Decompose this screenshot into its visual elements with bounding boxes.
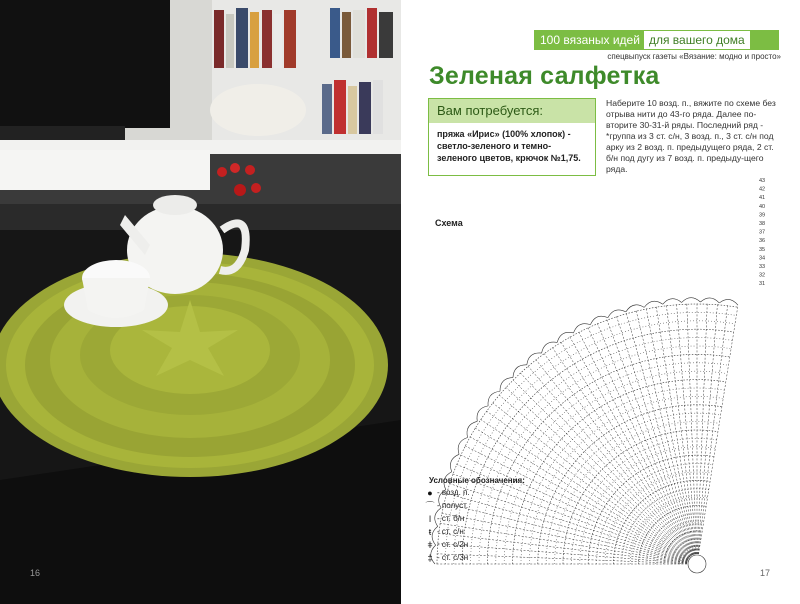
scheme-edge-scallop	[527, 353, 542, 365]
scheme-stitch-line	[698, 304, 728, 554]
scheme-edge-scallop	[644, 301, 663, 307]
scheme-row-number: 42	[759, 186, 766, 193]
legend-title: Условные обозначения:	[429, 476, 525, 485]
legend-symbol: ǀ	[428, 513, 432, 524]
scheme-edge-scallop	[590, 316, 607, 325]
scheme-row-number: 35	[759, 246, 766, 253]
scheme-row-number: 43	[759, 178, 766, 184]
scheme-edge-scallop	[500, 378, 513, 392]
scheme-stitch-line	[626, 312, 694, 555]
legend-label: - ст. с/3н	[437, 553, 469, 562]
scheme-stitch-line	[606, 318, 693, 554]
legend-item	[423, 512, 533, 525]
scheme-stitch-line	[656, 305, 695, 554]
scheme-stitch-line	[512, 379, 690, 557]
scheme-stitch-line	[687, 302, 697, 554]
legend-label: - ст. б/н	[437, 514, 465, 523]
scheme-edge-scallop	[663, 299, 682, 305]
legend-symbol: ŧ	[428, 526, 432, 537]
scheme-label: Схема	[435, 218, 463, 228]
page-title: Зеленая салфетка	[429, 62, 660, 90]
scheme-row-number: 40	[759, 203, 766, 210]
right-page	[401, 0, 800, 604]
legend-symbol: ⌒	[425, 501, 435, 511]
legend-item	[423, 538, 533, 551]
scheme-edge-scallop	[467, 421, 477, 437]
legend-label: - ст. с/2н	[437, 540, 469, 549]
legend-symbol: ǂ	[427, 539, 433, 550]
legend-label: - ст. с/н	[437, 527, 464, 536]
scheme-row-number: 39	[759, 212, 766, 219]
series-title: 100 вязаных идей	[540, 33, 640, 47]
scheme-row-number: 41	[759, 195, 766, 202]
scheme-row-number: 37	[759, 229, 766, 236]
scheme-stitch-line	[587, 326, 693, 555]
legend-symbol: ●	[427, 487, 433, 498]
scheme-row-number: 31	[759, 281, 766, 288]
instructions-text: Наберите 10 возд. п., вяжите по схеме без отрыва нити до 43-го ряда. Далее по-вторите 30-31-й ряды. Последний ряд - *группа из 3 ст. с/н, 3 возд. п., 3 ст. с/н под арку из 2 возд. п. предыдущего ряда, 2 ст. б/н под дугу из 7 возд. п. предыду-щего ряда.	[606, 98, 776, 174]
scheme-row-number: 36	[759, 238, 766, 245]
legend	[423, 476, 533, 564]
legend-item	[423, 551, 533, 564]
scheme-stitch-line	[527, 365, 691, 557]
scheme-row-number: 34	[759, 255, 766, 262]
scheme-edge-scallop	[682, 298, 701, 303]
legend-item	[423, 525, 533, 538]
scheme-stitch-line	[535, 358, 691, 556]
materials-text: пряжа «Ирис» (100% хлопок) - светло-зеленого и темно-зеленого цветов, крючок №1,75.	[437, 129, 581, 163]
legend-label: - возд. п.	[437, 488, 470, 497]
scheme-edge-scallop	[719, 299, 738, 305]
page-number-left: 16	[30, 568, 41, 578]
scheme-edge-scallop	[477, 406, 488, 421]
scheme-row-arc	[521, 388, 725, 564]
scheme-stitch-line	[636, 309, 695, 554]
legend-item	[423, 486, 533, 499]
scheme-edge-scallop	[700, 298, 719, 303]
scheme-edge-scallop	[608, 310, 626, 318]
scheme-edge-scallop	[513, 365, 527, 378]
legend-item	[423, 499, 533, 512]
scheme-edge-scallop	[458, 437, 467, 454]
page-number-right: 17	[759, 568, 770, 578]
scheme-stitch-line	[698, 303, 718, 554]
series-subtitle: для вашего дома	[644, 31, 750, 49]
scheme-row-number: 33	[759, 264, 766, 270]
scheme-stitch-line	[699, 305, 738, 554]
scheme-centre-ring	[688, 555, 706, 573]
scheme-stitch-line	[560, 341, 692, 556]
legend-symbol: ‡	[427, 552, 433, 563]
scheme-stitch-line	[697, 302, 707, 554]
series-header	[534, 30, 779, 50]
scheme-row-arc	[588, 455, 714, 564]
scheme-stitch-line	[551, 346, 691, 556]
scheme-edge-scallop	[626, 305, 644, 312]
scheme-row-number: 32	[759, 272, 766, 279]
scheme-row-number: 38	[759, 221, 766, 227]
materials-box	[428, 98, 596, 176]
supplement-note: спецвыпуск газеты «Вязание: модно и просто»	[607, 52, 781, 61]
legend-label: - полуст.	[437, 501, 469, 510]
scheme-stitch-line	[543, 352, 691, 556]
materials-heading: Вам потребуется:	[429, 99, 595, 123]
scheme-edge-scallop	[557, 332, 573, 342]
